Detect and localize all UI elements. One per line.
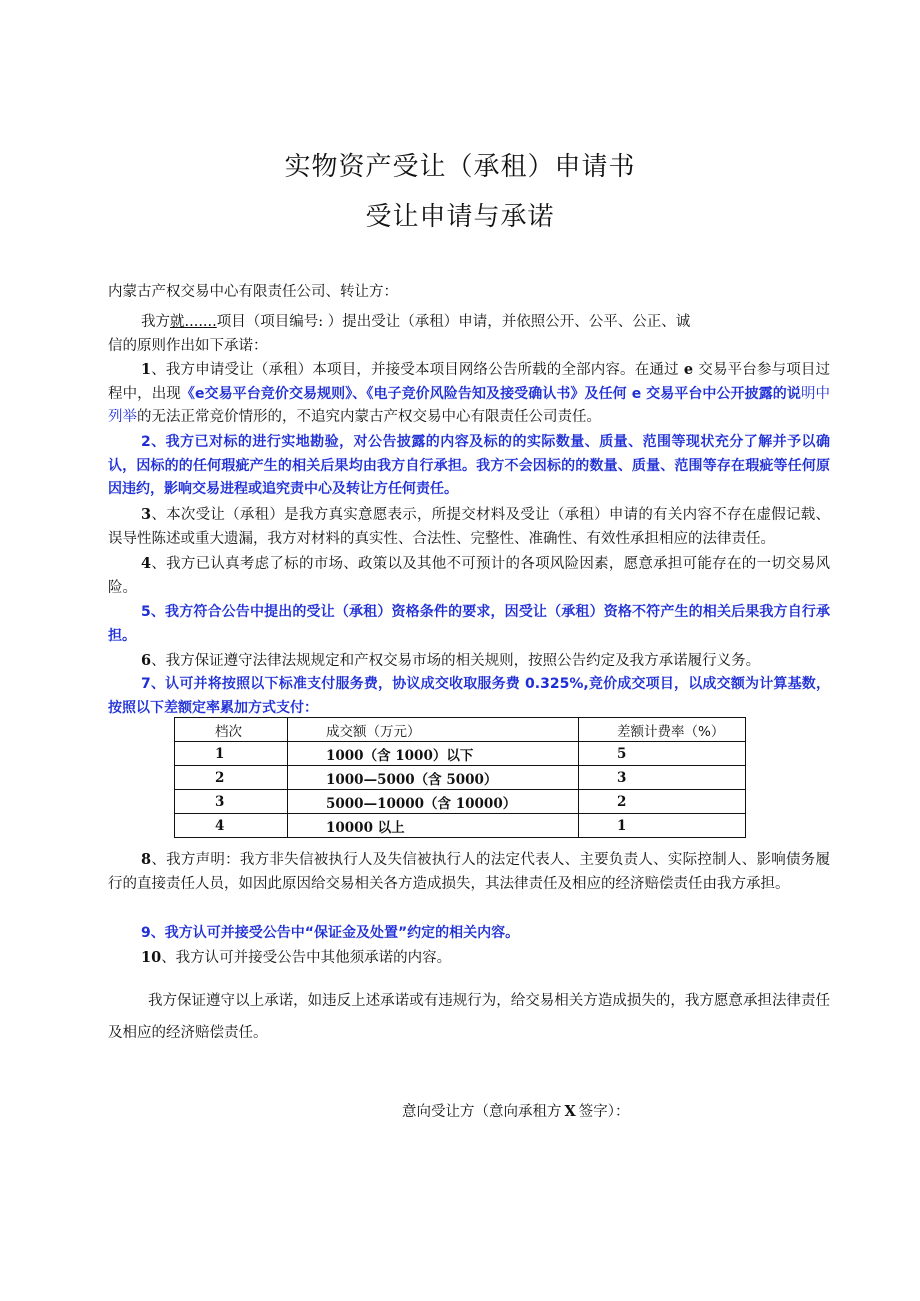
intro-fill-blank: 就....... xyxy=(170,314,217,330)
item-9 xyxy=(108,922,830,946)
cell-rate: 5 xyxy=(579,742,746,766)
item-8 xyxy=(108,848,830,896)
signature-prefix: 意向受让方（意向承租方 xyxy=(402,1104,562,1120)
intro-prefix: 我方 xyxy=(141,314,170,330)
cell-rate: 2 xyxy=(579,790,746,814)
item-10 xyxy=(108,946,830,971)
item-3-text: 、本次受让（承租）是我方真实意愿表示，所提交材料及受让（承租）申请的有关内容不存在虚假记载、误导性陈述或重大遗漏，我方对材料的真实性、合法性、完整性、准确性、有效性承担相应的法律责任。 xyxy=(108,507,830,547)
item-7 xyxy=(108,673,830,720)
cell-rate: 3 xyxy=(579,766,746,790)
addressee: 内蒙古产权交易中心有限责任公司、转让方： xyxy=(108,284,398,300)
cell-tier: 1 xyxy=(175,742,288,766)
item-number: 5 xyxy=(141,604,151,620)
item-number: 4 xyxy=(141,555,152,572)
item-1-rules-refs: 《e交易平台竞价交易规则》、《电子竞价风险告知及接受确认书》及任何 e 交易平台中公开披露的说 xyxy=(180,385,801,402)
item-6 xyxy=(108,649,830,674)
fee-table xyxy=(174,717,746,838)
table-header-row xyxy=(175,718,746,742)
cell-rate: 1 xyxy=(579,814,746,838)
signature-mark: X xyxy=(564,1103,576,1120)
item-number: 1 xyxy=(141,361,152,378)
item-1-text-c: 交易平台参与项目过程中，出现 xyxy=(108,362,831,402)
signature-suffix: 签字）： xyxy=(578,1104,630,1120)
item-number: 6 xyxy=(141,652,152,669)
cell-amount: 5000—10000（含 10000） xyxy=(288,790,579,814)
item-4 xyxy=(108,552,830,600)
item-6-text: 、我方保证遵守法律法规规定和产权交易市场的相关规则，按照公告约定及我方承诺履行义务。 xyxy=(151,653,761,669)
document-title: 实物资产受让（承租）申请书 xyxy=(284,152,636,182)
item-5-text: 、我方符合公告中提出的受让（承租）资格条件的要求，因受让（承租）资格不符产生的相关后果我方自行承担。 xyxy=(108,604,830,644)
intro-line2: 信的原则作出如下承诺： xyxy=(108,337,268,354)
item-1-text-b: e xyxy=(678,361,699,378)
table-row xyxy=(175,766,746,790)
item-1 xyxy=(108,358,830,430)
item-9-text: 、我方认可并接受公告中“保证金及处置”约定的相关内容。 xyxy=(150,925,520,941)
cell-tier: 4 xyxy=(175,814,288,838)
table-row xyxy=(175,814,746,838)
item-2-text: 、我方已对标的进行实地勘验，对公告披露的内容及标的的实际数量、质量、范围等现状充分了解并予以确认，因标的的任何瑕疵产生的相关后果均由我方自行承担。我方不会因标的的数量、质量、范围等存在瑕疵等任何原因违约，影响交易进程或追究责中心及转让方任何责任。 xyxy=(108,434,830,497)
header-tier: 档次 xyxy=(175,718,288,742)
item-1-text-e: 明中列举 xyxy=(108,385,831,425)
intro-paragraph xyxy=(108,311,830,358)
item-8-text: 、我方声明：我方非失信被执行人及失信被执行人的法定代表人、主要负责人、实际控制人、影响债务履行的直接责任人员，如因此原因给交易相关各方造成损失，其法律责任及相应的经济赔偿责任由我方承担。 xyxy=(108,852,830,892)
header-rate: 差额计费率（%） xyxy=(579,718,746,742)
intro-rest: 项目（项目编号: ）提出受让（承租）申请，并依照公开、公平、公正、诚 xyxy=(216,314,691,330)
item-1-text-f: 的无法正常竞价情形的，不追究内蒙古产权交易中心有限责任公司责任。 xyxy=(137,409,601,425)
cell-amount: 1000—5000（含 5000） xyxy=(288,766,579,790)
header-amount: 成交额（万元） xyxy=(288,718,579,742)
item-5 xyxy=(108,601,830,648)
item-7-text: 、认可并将按照以下标准支付服务费，协议成交收取服务费 0.325%,竞价成交项目，以成交额为计算基数，按照以下差额定率累加方式支付： xyxy=(108,676,830,716)
table-row xyxy=(175,742,746,766)
item-number: 2 xyxy=(141,434,151,450)
closing-statement: 我方保证遵守以上承诺，如违反上述承诺或有违规行为，给交易相关方造成损失的，我方愿意承担法律责任及相应的经济赔偿责任。 xyxy=(108,993,830,1041)
item-number: 3 xyxy=(141,506,152,523)
item-4-text: 、我方已认真考虑了标的市场、政策以及其他不可预计的各项风险因素，愿意承担可能存在的一切交易风险。 xyxy=(108,556,830,596)
document-subtitle: 受让申请与承诺 xyxy=(365,202,555,232)
signature-line xyxy=(402,1100,630,1121)
cell-amount: 1000（含 1000）以下 xyxy=(288,742,579,766)
item-2 xyxy=(108,431,830,502)
item-number: 8 xyxy=(141,851,152,868)
cell-tier: 2 xyxy=(175,766,288,790)
item-3 xyxy=(108,503,830,551)
table-row xyxy=(175,790,746,814)
item-number: 7 xyxy=(141,676,151,692)
item-10-text: 、我方认可并接受公告中其他须承诺的内容。 xyxy=(161,950,452,966)
cell-tier: 3 xyxy=(175,790,288,814)
cell-amount: 10000 以上 xyxy=(288,814,579,838)
item-1-text-a: 、我方申请受让（承租）本项目，并接受本项目网络公告所载的全部内容。在通过 xyxy=(151,362,679,378)
item-number: 9 xyxy=(141,925,151,941)
item-number: 10 xyxy=(141,949,162,966)
